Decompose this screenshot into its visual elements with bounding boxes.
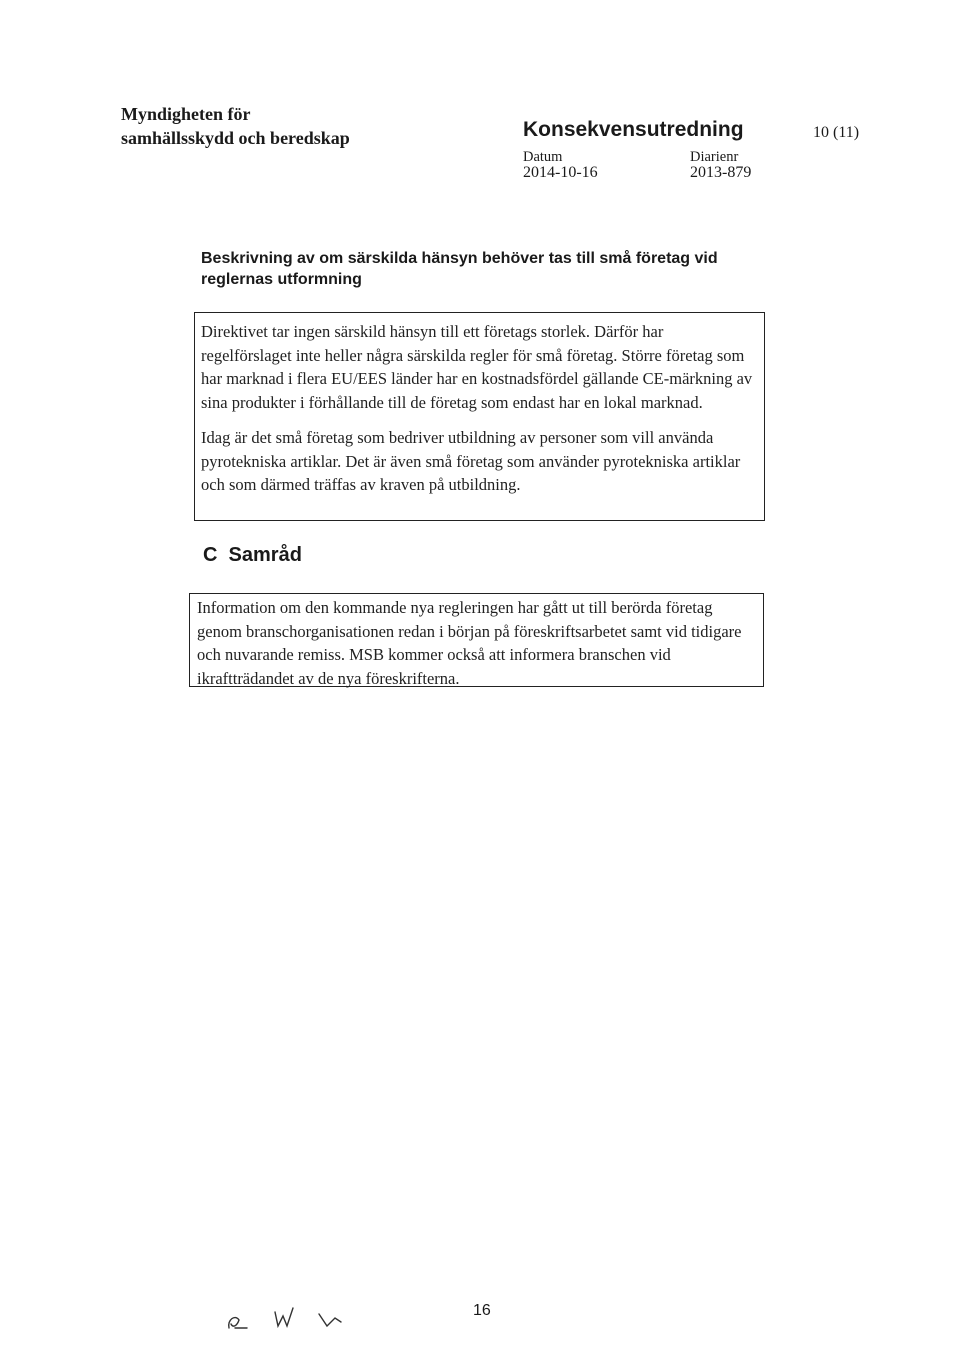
agency-name bbox=[121, 102, 350, 150]
diarienr-label: Diarienr bbox=[690, 149, 739, 165]
section-heading: Beskrivning av om särskilda hänsyn behöver tas till små företag vid reglernas utformning bbox=[201, 250, 718, 288]
agency-name-line1: Myndigheten för bbox=[121, 104, 251, 124]
samrad-box bbox=[189, 593, 764, 687]
document-title: Konsekvensutredning bbox=[523, 118, 744, 141]
samrad-heading: C Samråd bbox=[203, 544, 302, 566]
diarienr-value: 2013-879 bbox=[690, 164, 752, 181]
date-label: Datum bbox=[523, 149, 563, 165]
agency-name-line2: samhällsskydd och beredskap bbox=[121, 128, 350, 148]
paragraph-samrad: Information om den kommande nya regleringen har gått ut till berörda företag genom branschorganisationen redan i början på föreskriftsarbetet samt vid tidigare och nuvarande remiss. MSB kommer också att informera branschen vid ikraftträdandet av de nya föreskrifterna. bbox=[197, 598, 742, 688]
footer-page-number: 16 bbox=[473, 1302, 491, 1319]
paragraph-directive: Direktivet tar ingen särskild hänsyn till ett företags storlek. Därför har regelförslaget inte heller några särskilda regler för små företag. Större företag som har marknad i flera EU/EES länder har en kostnadsfördel gällande CE-märkning av sina produkter i förhållande till de företag som endast har en lokal marknad. bbox=[201, 322, 753, 412]
paragraph-small-companies: Idag är det små företag som bedriver utbildning av personer som vill använda pyrotekniska artiklar. Det är även små företag som använder pyrotekniska artiklar och som därmed träffas av kraven på utbildning. bbox=[201, 428, 741, 494]
page-number: 10 (11) bbox=[813, 124, 860, 141]
date-value: 2014-10-16 bbox=[523, 164, 598, 181]
handwritten-initials bbox=[223, 1298, 363, 1338]
small-business-box bbox=[194, 312, 765, 521]
